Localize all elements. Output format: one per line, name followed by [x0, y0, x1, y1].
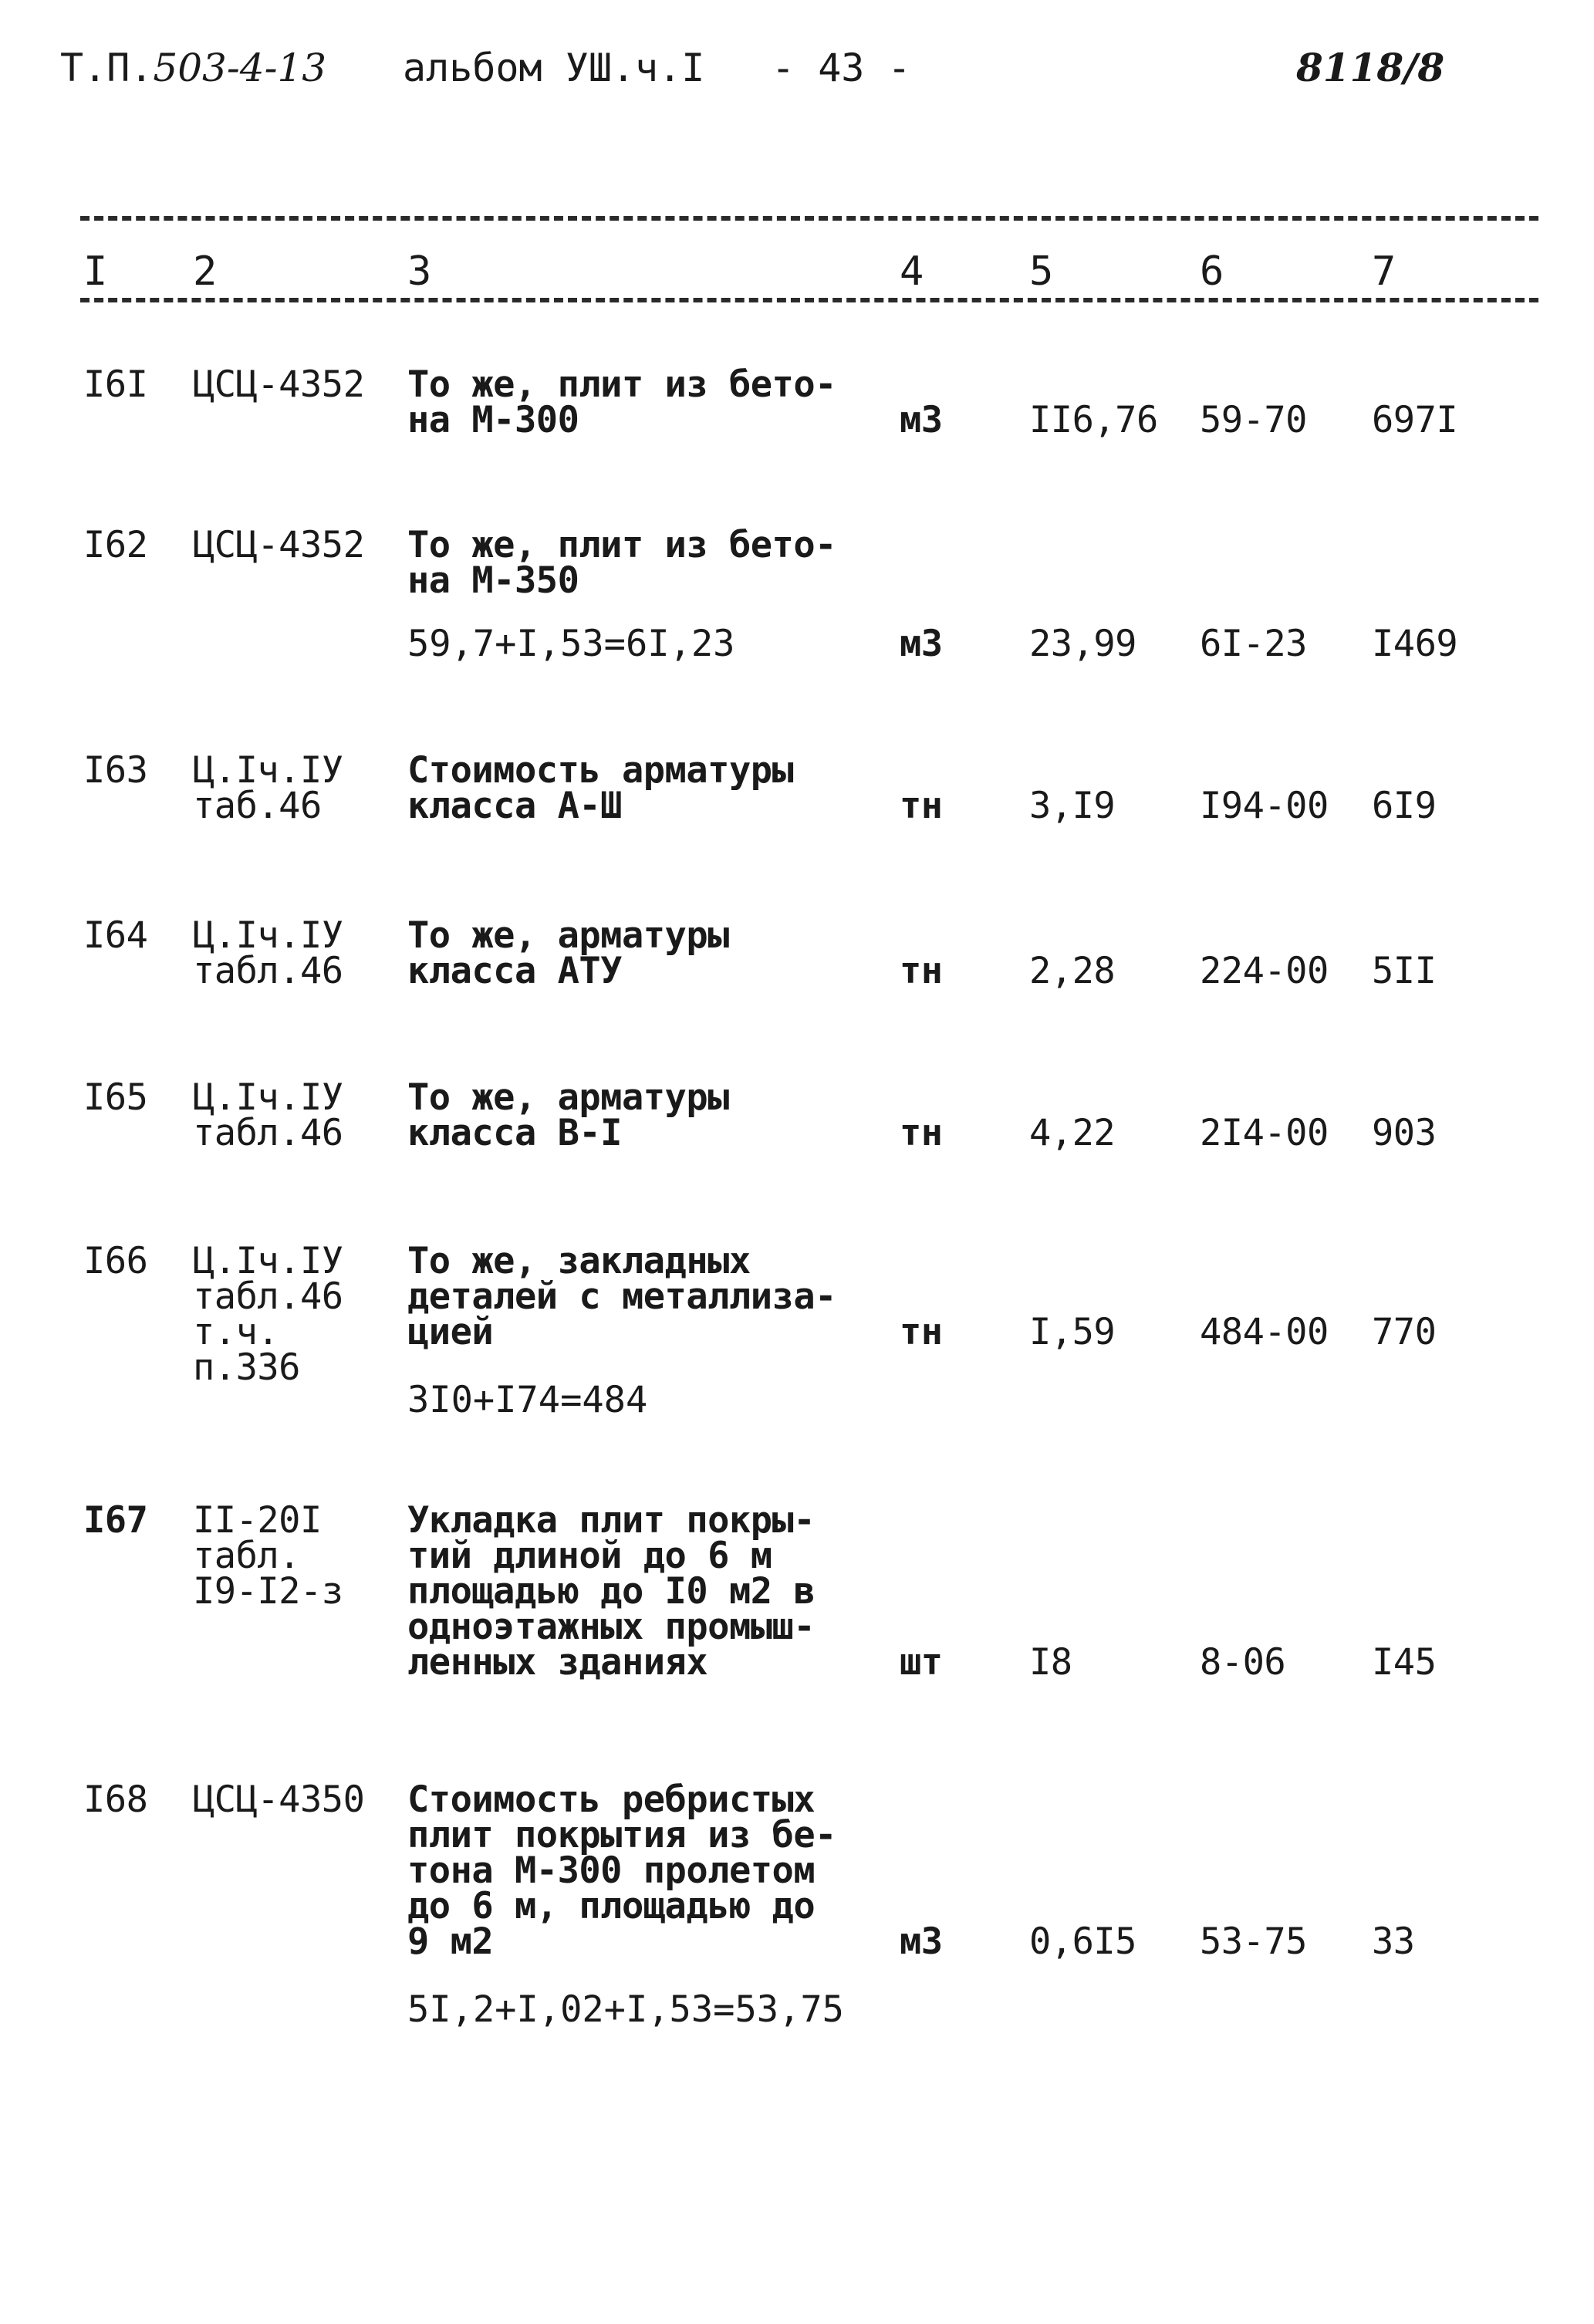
row-description: То же, закладных деталей с металлиза- цией [407, 1240, 836, 1353]
row-unit: м3 [900, 399, 943, 441]
row-quantity: I8 [1029, 1641, 1072, 1684]
row-description: Стоимость арматуры класса А-Ш [407, 749, 794, 827]
row-quantity: 2,28 [1029, 950, 1116, 992]
row-reference: II-20I табл. I9-I2-з [193, 1499, 343, 1613]
row-unit: тн [900, 1112, 943, 1154]
row-total: 770 [1372, 1311, 1437, 1353]
row-description: То же, плит из бето- на М-350 [407, 524, 836, 602]
row-reference: Ц.Iч.IУ табл.46 т.ч. п.336 [193, 1240, 343, 1389]
column-number-5: 5 [1029, 248, 1054, 295]
row-number: I63 [83, 749, 148, 792]
row-calculation: 5I,2+I,02+I,53=53,75 [407, 1988, 844, 2031]
row-unit: м3 [900, 623, 943, 665]
row-reference: Ц.Iч.IУ таб.46 [193, 749, 343, 827]
row-number: I64 [83, 914, 148, 957]
column-number-7: 7 [1372, 248, 1396, 295]
row-unit: шт [900, 1641, 943, 1684]
row-reference: ЦСЦ-4352 [193, 524, 365, 566]
column-number-3: 3 [407, 248, 432, 295]
column-number-4: 4 [900, 248, 924, 295]
row-description: То же, арматуры класса В-I [407, 1076, 729, 1154]
row-unit: м3 [900, 1920, 943, 1963]
row-quantity: I,59 [1029, 1311, 1116, 1353]
code-prefix: Т.П. [60, 46, 154, 90]
column-number-6: 6 [1200, 248, 1224, 295]
row-unit: тн [900, 785, 943, 827]
column-number-1: I [83, 248, 108, 295]
row-reference: Ц.Iч.IУ табл.46 [193, 1076, 343, 1154]
row-number: I68 [83, 1778, 148, 1821]
row-total: 33 [1372, 1920, 1415, 1963]
row-quantity: 4,22 [1029, 1112, 1116, 1154]
document-code [60, 45, 326, 91]
row-number: I66 [83, 1240, 148, 1282]
page-number: - 43 - [772, 46, 911, 90]
row-total: 697I [1372, 399, 1458, 441]
inventory-number: 8118/8 [1296, 45, 1445, 90]
row-unit: тн [900, 1311, 943, 1353]
row-description: Укладка плит покры- тий длиной до 6 м площадью до I0 м2 в одноэтажных промыш- ленных зданиях [407, 1499, 816, 1684]
row-quantity: 0,6I5 [1029, 1920, 1136, 1963]
row-price: I94-00 [1200, 785, 1329, 827]
row-total: 6I9 [1372, 785, 1437, 827]
table-top-rule [80, 216, 1538, 221]
row-description: То же, арматуры класса АТУ [407, 914, 729, 992]
code-number: 503-4-13 [153, 46, 327, 90]
row-price: 2I4-00 [1200, 1112, 1329, 1154]
row-price: 59-70 [1200, 399, 1307, 441]
row-description: То же, плит из бето- на М-300 [407, 363, 836, 441]
row-price: 8-06 [1200, 1641, 1286, 1684]
row-price: 53-75 [1200, 1920, 1307, 1963]
row-unit: тн [900, 950, 943, 992]
row-calculation: 3I0+I74=484 [407, 1379, 648, 1421]
row-total: I45 [1372, 1641, 1437, 1684]
album-label: альбом УШ.ч.I [403, 46, 705, 90]
row-number: I65 [83, 1076, 148, 1119]
row-price: 224-00 [1200, 950, 1329, 992]
row-calculation: 59,7+I,53=6I,23 [407, 623, 735, 665]
row-price: 484-00 [1200, 1311, 1329, 1353]
table-header-rule [80, 298, 1538, 302]
row-total: 5II [1372, 950, 1437, 992]
row-reference: ЦСЦ-4352 [193, 363, 365, 406]
row-quantity: 23,99 [1029, 623, 1136, 665]
row-total: 903 [1372, 1112, 1437, 1154]
row-reference: ЦСЦ-4350 [193, 1778, 365, 1821]
row-number: I67 [83, 1499, 148, 1542]
row-quantity: II6,76 [1029, 399, 1158, 441]
row-number: I62 [83, 524, 148, 566]
row-total: I469 [1372, 623, 1458, 665]
row-description: Стоимость ребристых плит покрытия из бе- тона М-300 пролетом до 6 м, площадью до 9 м2 [407, 1778, 836, 1963]
row-quantity: 3,I9 [1029, 785, 1116, 827]
row-reference: Ц.Iч.IУ табл.46 [193, 914, 343, 992]
column-number-2: 2 [193, 248, 218, 295]
row-price: 6I-23 [1200, 623, 1307, 665]
row-number: I6I [83, 363, 148, 406]
